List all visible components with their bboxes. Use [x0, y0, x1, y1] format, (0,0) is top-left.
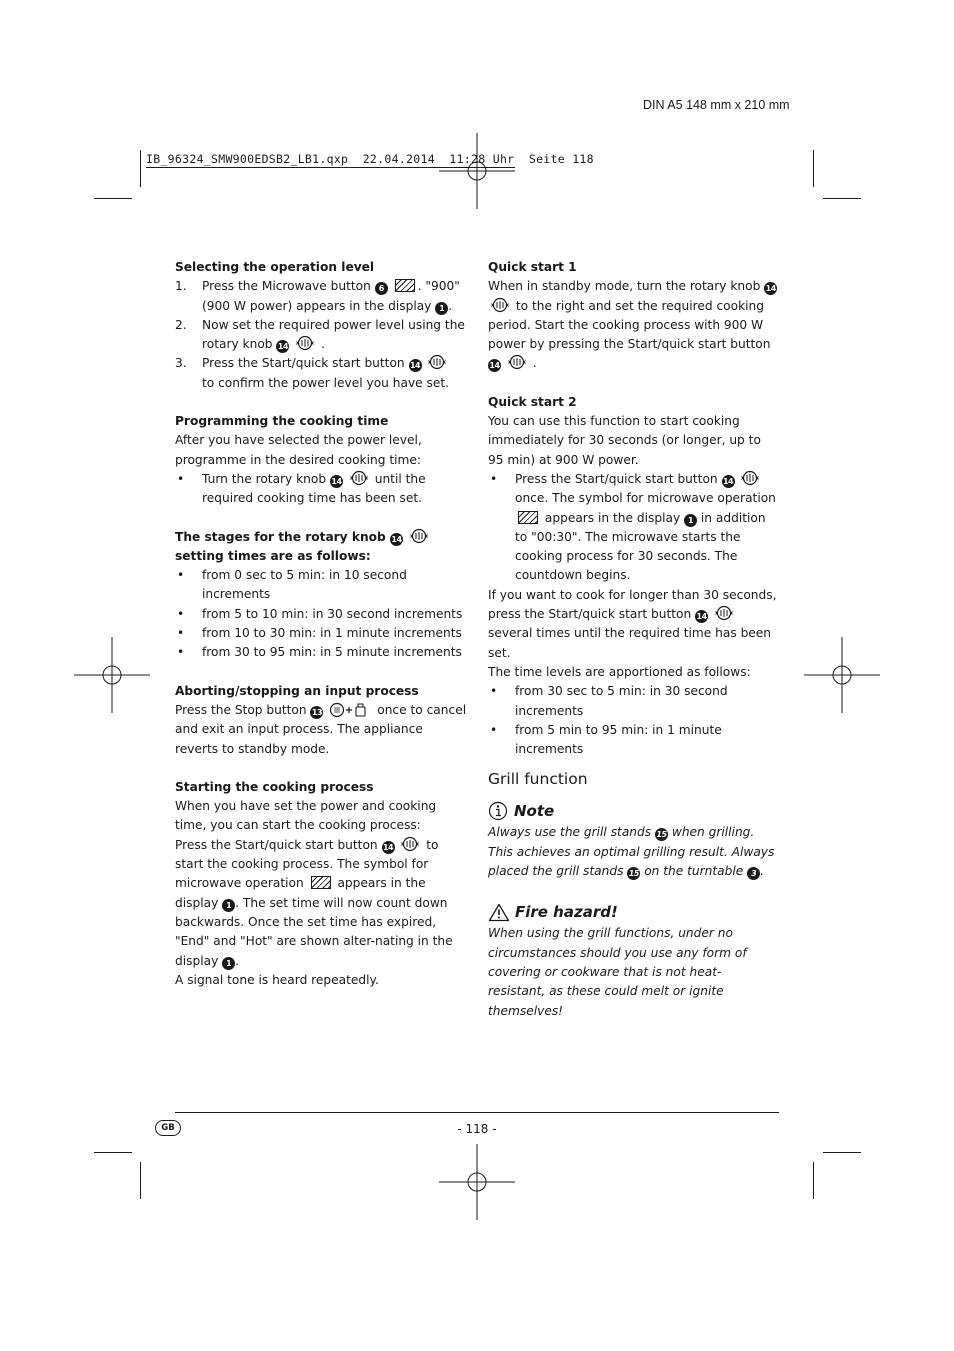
list-item: • from 30 to 95 min: in 5 minute increments	[177, 645, 462, 660]
rotary-knob-icon	[410, 528, 428, 544]
fire-hazard-text: When using the grill functions, under no circumstances should you use any form of covering or cookware that is not heat-resistant, as these could melt or ignite themselves!	[488, 926, 747, 1018]
ref-number: 1	[222, 957, 235, 970]
rotary-knob-icon	[296, 335, 314, 351]
list-item: • Press the Start/quick start button 14 once. The symbol for microwave operation appears in the display 1 in addition to "00:30". The microwave starts the cooking process for 30 seconds. The countdown begins.	[490, 471, 776, 583]
ref-number: 1	[684, 514, 697, 527]
ref-number: 13	[311, 707, 323, 717]
crop-mark	[140, 150, 141, 187]
crop-mark	[813, 1162, 814, 1199]
right-column	[488, 258, 778, 1021]
registration-mark	[439, 1144, 515, 1220]
crop-mark	[94, 198, 132, 199]
ref-number: 14	[277, 342, 288, 352]
crop-mark	[813, 150, 814, 187]
stop-button-icon	[329, 702, 371, 718]
note-text: Always use the grill stands 15 when grilling. This achieves an optimal grilling result. Always placed the grill stands 15 on the turntable 3 .	[488, 825, 775, 879]
section-heading: Selecting the operation level	[175, 260, 375, 274]
microwave-symbol-icon	[518, 511, 538, 524]
ref-number: 3	[747, 867, 760, 880]
registration-mark	[804, 637, 880, 713]
ref-number: 14	[331, 476, 342, 486]
section-heading: Quick start 1	[488, 260, 577, 274]
section-heading: Programming the cooking time	[175, 414, 389, 429]
paragraph: Press the Stop button 13 once to cancel and exit an input process. The appliance reverts to standby mode.	[175, 702, 467, 756]
section-title-grill: Grill function	[488, 770, 588, 789]
paragraph: When you have set the power and cooking time, you can start the cooking process:	[175, 799, 437, 833]
rotary-knob-icon	[401, 836, 419, 852]
rotary-knob-icon	[741, 470, 759, 486]
crop-mark	[823, 1152, 861, 1153]
paragraph: Press the Start/quick start button 14 to start the cooking process. The symbol for microwave operation appears in the display 1 . The set time will now count down backwards. Once the set time has expired, "End" and "Hot" are shown alter-nating in the display 1 .	[175, 837, 453, 968]
ref-number: 15	[628, 869, 639, 879]
left-column	[175, 258, 467, 990]
file-info: IB_96324_SMW900EDSB2_LB1.qxp 22.04.2014 11:28 Uhr Seite 118	[146, 152, 594, 166]
section-heading: The stages for the rotary knob 14 setting times are as follows:	[175, 528, 467, 567]
rotary-knob-icon	[508, 354, 526, 370]
ref-number: 14	[765, 284, 776, 294]
note-heading: Note	[488, 799, 778, 823]
ref-number: 14	[409, 361, 421, 371]
ref-number: 14	[382, 842, 394, 852]
section-heading: Quick start 2	[488, 394, 577, 409]
rotary-knob-icon	[715, 605, 733, 621]
fire-hazard-heading: Fire hazard!	[488, 900, 778, 924]
ref-number: 14	[722, 476, 734, 486]
registration-mark	[439, 133, 515, 209]
ref-number: 14	[391, 534, 402, 544]
list-item: 2. Now set the required power level using the rotary knob 14 .	[175, 317, 465, 352]
list-item: • from 30 sec to 5 min: in 30 second increments	[490, 684, 728, 718]
list-item: 1. Press the Microwave button 6 . "900" (900 W power) appears in the display 1 .	[175, 279, 460, 313]
paragraph: When in standby mode, turn the rotary knob 14 to the right and set the required cooking period. Start the cooking process with 900 W power by pressing the Start/quick start button 14 .	[488, 279, 776, 371]
section-heading: Starting the cooking process	[175, 779, 374, 794]
ref-number: 14	[696, 612, 707, 622]
list-item: • from 0 sec to 5 min: in 10 second increments	[177, 568, 407, 602]
format-label: DIN A5 148 mm x 210 mm	[643, 98, 790, 112]
list-item: 3. Press the Start/quick start button 14 to confirm the power level you have set.	[175, 356, 450, 390]
list-item: • Turn the rotary knob 14 until the required cooking time has been set.	[177, 471, 426, 506]
crop-mark	[140, 1162, 141, 1199]
warning-triangle-icon	[488, 903, 510, 922]
microwave-symbol-icon	[395, 279, 415, 292]
microwave-symbol-icon	[311, 876, 331, 889]
rotary-knob-icon	[350, 470, 368, 486]
paragraph: The time levels are apportioned as follows:	[488, 664, 751, 679]
paragraph: You can use this function to start cooking immediately for 30 seconds (or longer, up to 95 min) at 900 W power.	[488, 414, 761, 467]
section-heading: Aborting/stopping an input process	[175, 683, 419, 698]
ref-number: 1	[435, 302, 448, 315]
ref-number: 14	[489, 361, 500, 371]
footer-divider	[175, 1112, 779, 1113]
list-item: • from 5 to 10 min: in 30 second increments	[177, 606, 463, 621]
rotary-knob-icon	[428, 354, 446, 370]
paragraph: A signal tone is heard repeatedly.	[175, 972, 379, 987]
rotary-knob-icon	[491, 297, 509, 313]
crop-mark	[823, 198, 861, 199]
list-item: • from 5 min to 95 min: in 1 minute increments	[490, 722, 722, 757]
page-number: - 118 -	[457, 1122, 497, 1136]
ref-number: 15	[656, 830, 667, 840]
crop-mark	[94, 1152, 132, 1153]
registration-mark	[74, 637, 150, 713]
paragraph: After you have selected the power level, programme in the desired cooking time:	[175, 433, 422, 467]
list-item: • from 10 to 30 min: in 1 minute increments	[177, 626, 462, 641]
language-badge: GB	[155, 1120, 181, 1136]
info-icon	[488, 801, 508, 821]
ref-number: 6	[375, 282, 388, 295]
paragraph: If you want to cook for longer than 30 seconds, press the Start/quick start button 14 several times until the required time has been set.	[488, 587, 777, 660]
ref-number: 1	[222, 899, 235, 912]
